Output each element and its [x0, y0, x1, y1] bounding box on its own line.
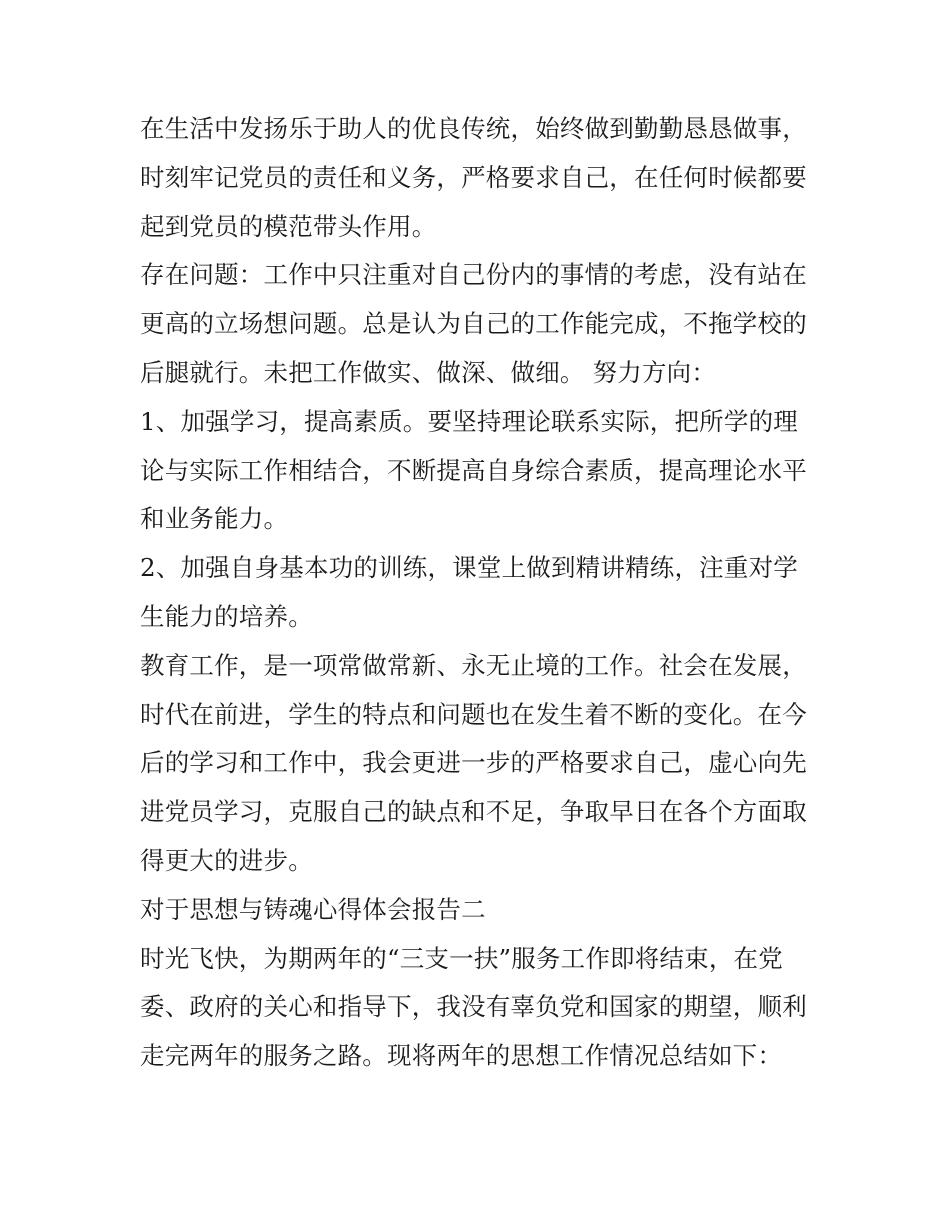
paragraph-point-2: 2、加强自身基本功的训练，课堂上做到精讲精练，注重对学生能力的培养。 [140, 553, 798, 631]
paragraph-service-summary: 时光飞快，为期两年的“三支一扶”服务工作即将结束，在党委、政府的关心和指导下，我没有辜负党和国家的期望，顺利走完两年的服务之路。现将两年的思想工作情况总结如下： [140, 943, 807, 1071]
document-body [140, 105, 815, 1081]
paragraph-point-1: 1、加强学习，提高素质。要坚持理论联系实际，把所学的理论与实际工作相结合，不断提高自身综合素质，提高理论水平和业务能力。 [140, 406, 807, 534]
paragraph-party-role: 在生活中发扬乐于助人的优良传统，始终做到勤勤恳恳做事，时刻牢记党员的责任和义务，严格要求自己，在任何时候都要起到党员的模范带头作用。 [140, 114, 807, 241]
section-title-report-two: 对于思想与铸魂心得体会报告二 [140, 894, 486, 924]
paragraph-problems-direction: 存在问题：工作中只注重对自己份内的事情的考虑，没有站在更高的立场想问题。总是认为自己的工作能完成，不拖学校的后腿就行。未把工作做实、做深、做细。 努力方向： [140, 260, 807, 387]
paragraph-education-work: 教育工作，是一项常做常新、永无止境的工作。社会在发展，时代在前进，学生的特点和问题也在发生着不断的变化。在今后的学习和工作中，我会更进一步的严格要求自己，虚心向先进党员学习，克服自己的缺点和不足，争取早日在各个方面取得更大的进步。 [140, 650, 807, 875]
